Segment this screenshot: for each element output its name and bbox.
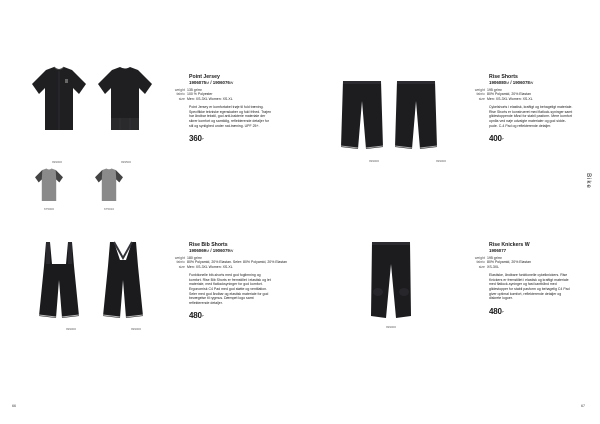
sku-label: 999000: [51, 160, 62, 164]
bib-back: [100, 240, 146, 320]
section-label: Bike: [585, 173, 592, 189]
product-codes: 1906077: [489, 248, 507, 253]
product-title: Rise Shorts: [489, 74, 518, 80]
product-price: 480,-: [189, 311, 204, 321]
sku-label: 999000: [130, 327, 141, 331]
point-jersey-info: [174, 74, 273, 144]
product-description: Point Jersey er komfortabel trøje til fuld træning. Specifikke tekniske egenskaber og fuld frihed. Trøjen har åndbar tekstil, god anti-bakterie materiale der sikrer komfort og samtidig, reflekterende detaljer for stil og synlighed under nat-træning. UPF 25+.: [189, 105, 272, 128]
product-specs: weight 195 gr/m² fabric 80% Polyamid, 20% Elastan size Men: XS-3XL Women: XS-XL: [474, 87, 533, 101]
product-codes: 1906075M / 1906076W: [189, 80, 234, 85]
product-description: Elastiske, åndbare funktionelle cykelknickers. Rise Knickers er fremstillet i elastisk og kraftigt materiale med flatlock-syninger og fast kantbånd med glidestopper for stabil pasform og behagelig C4 Pad giver optimal komfort, reflekterende detaljer og diskrete logoer.: [489, 273, 570, 301]
product-specs: weight 195 gr/m² fabric 80% Polyamid, 20% Elastan size XS-3XL: [474, 255, 531, 269]
sku-label: 675000: [43, 207, 54, 211]
product-title: Point Jersey: [189, 74, 220, 80]
page-number-left: 66: [12, 404, 16, 408]
sku-label: 999000: [65, 327, 76, 331]
shorts-back: [393, 79, 439, 151]
sku-label: 999500: [120, 160, 131, 164]
product-description: Funktionelle bib-shorts med god foglimning og komfort. Rise Bib Shorts er fremstillet i elastisk og let materiale, med flatlocksyninger for god komfort. Ergonomisk C4 Pad med god støtte og ventilation. Seler med god åndbar og elastisk materiale for god bevægelse til rygmus. Dæmpet logo samt reflekterende detaljer.: [189, 273, 271, 305]
rise-shorts-info: [474, 74, 573, 144]
product-price: 480,-: [489, 306, 504, 316]
product-description: Cykelshorts i elastisk, kraftigt og behageligt materiale. Rise Shorts er konstrueret med flatlock-syninger samt glidestoppende bånd for stabil pasform. Mere komfort opnås ved nøje udvalgte materialer og god sidde-pude. C-4 Pad og reflekterende detaljer.: [489, 105, 573, 128]
sku-label: 675010: [103, 207, 114, 211]
product-price: 400,-: [489, 134, 504, 144]
page-number-right: 67: [581, 404, 585, 408]
product-codes: 1906080M / 1906078W: [489, 80, 534, 85]
knickers-front: [368, 240, 414, 320]
product-title: Rise Bib Shorts: [189, 242, 228, 248]
sku-label: 999000: [435, 159, 446, 163]
jersey-front-grey: [34, 168, 64, 202]
product-title: Rise Knickers W: [489, 242, 530, 248]
product-specs: weight 135 gr/m² fabric 100 % Polyester size Men: XS-3XL Women: XS-XL: [174, 87, 233, 101]
product-price: 360,-: [189, 134, 204, 144]
product-specs: weight 180 gr/m² fabric 80% Polyamid, 20% Elastan. Seler: 80% Polyamid, 20% Elastan size Men: XS-3XL Women: XS-XL: [174, 255, 287, 269]
bib-front: [36, 240, 82, 320]
shorts-front: [339, 79, 385, 151]
sku-label: 999000: [385, 325, 396, 329]
rise-knickers-info: [474, 242, 573, 316]
rise-bib-info: [174, 242, 287, 321]
jersey-front-black: [30, 66, 88, 132]
jersey-back-grey: [94, 168, 124, 202]
sku-label: 999000: [368, 159, 379, 163]
jersey-back-black: [96, 66, 154, 132]
product-codes: 1906069M / 1906079W: [189, 248, 234, 253]
